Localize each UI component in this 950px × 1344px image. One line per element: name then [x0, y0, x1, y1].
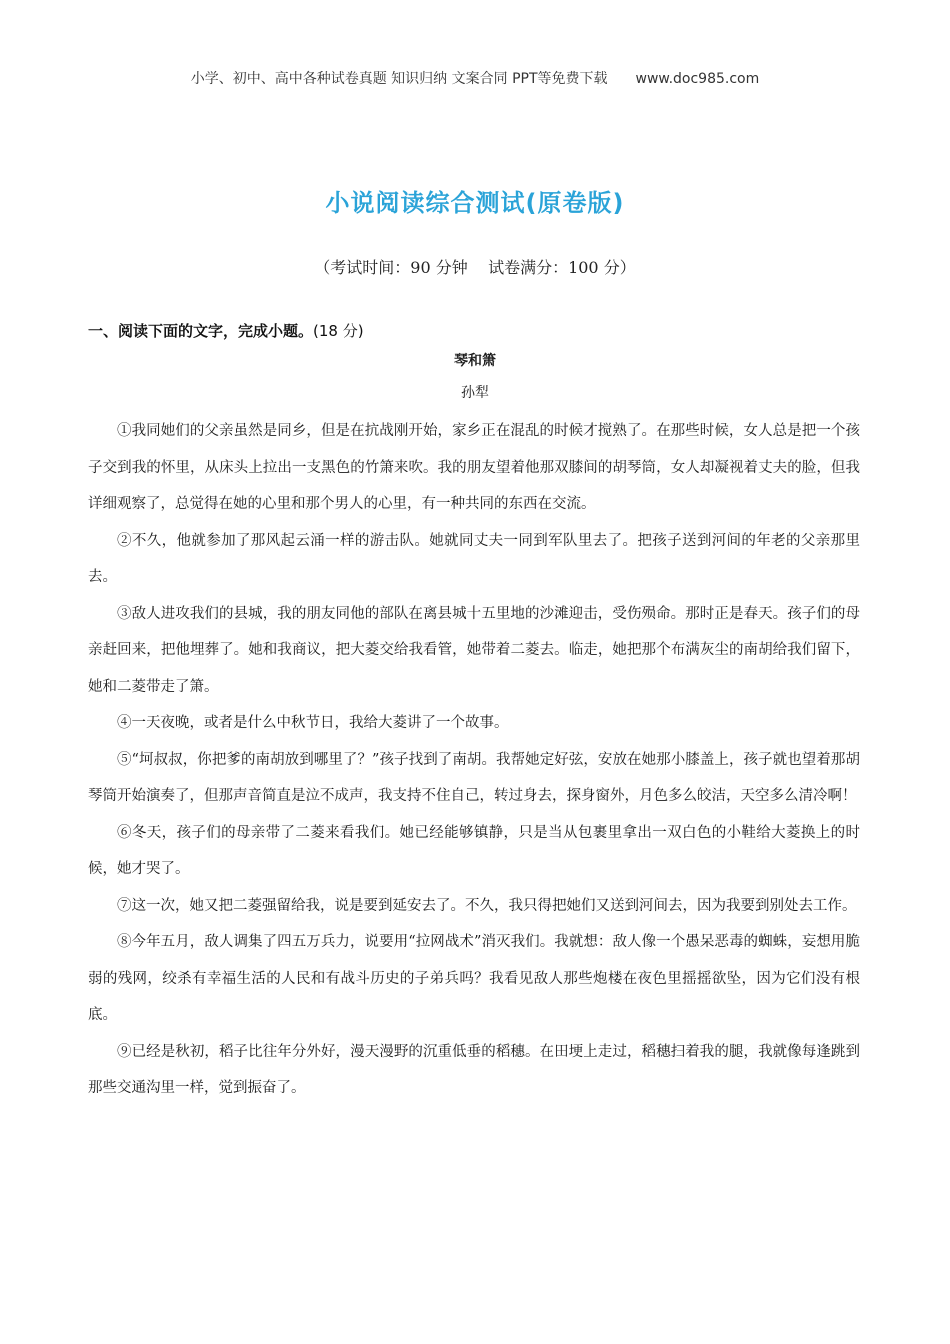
- paragraph: ⑨已经是秋初，稻子比往年分外好，漫天漫野的沉重低垂的稻穗。在田埂上走过，稻穗扫着我的腿，我就像每逢跳到那些交通沟里一样，觉到振奋了。: [88, 1043, 860, 1096]
- paragraph: ②不久，他就参加了那风起云涌一样的游击队。她就同丈夫一同到军队里去了。把孩子送到河间的年老的父亲那里去。: [88, 532, 860, 585]
- section-points: (18 分): [313, 322, 364, 340]
- paragraph: ⑥冬天，孩子们的母亲带了二菱来看我们。她已经能够镇静，只是当从包裹里拿出一双白色的小鞋给大菱换上的时候，她才哭了。: [88, 824, 860, 877]
- page-title: 小说阅读综合测试(原卷版): [325, 189, 625, 217]
- paragraph: ④一天夜晚，或者是什么中秋节日，我给大菱讲了一个故事。: [117, 715, 509, 731]
- paragraph: ⑤“坷叔叔，你把爹的南胡放到哪里了？”孩子找到了南胡。我帮她定好弦，安放在她那小膝盖上，孩子就也望着那胡琴筒开始演奏了，但那声音简直是泣不成声，我支持不住自己，转过身去，探身窗外，月色多么皎洁，天空多么清冷啊！: [88, 751, 860, 804]
- section-heading: [88, 320, 364, 341]
- story-author: 孙犁: [461, 385, 489, 401]
- header-url[interactable]: www.doc985.com: [635, 71, 760, 87]
- exam-info: （考试时间：90 分钟 试卷满分：100 分）: [314, 258, 636, 277]
- page-header: [0, 68, 950, 88]
- story-body: [88, 413, 860, 1107]
- paragraph: ③敌人进攻我们的县城，我的朋友同他的部队在离县城十五里地的沙滩迎击，受伤殒命。那时正是春天。孩子们的母亲赶回来，把他埋葬了。她和我商议，把大菱交给我看管，她带着二菱去。临走，她把那个布满灰尘的南胡给我们留下，她和二菱带走了箫。: [88, 605, 860, 695]
- story-title: 琴和箫: [454, 353, 496, 369]
- header-tagline: 小学、初中、高中各种试卷真题 知识归纳 文案合同 PPT等免费下载: [190, 71, 608, 87]
- paragraph: ⑧今年五月，敌人调集了四五万兵力，说要用“拉网战术”消灭我们。我就想：敌人像一个愚呆恶毒的蜘蛛，妄想用脆弱的残网，绞杀有幸福生活的人民和有战斗历史的子弟兵吗？我看见敌人那些炮楼在夜色里摇摇欲坠，因为它们没有根底。: [88, 934, 860, 1023]
- paragraph: ⑦这一次，她又把二菱强留给我，说是要到延安去了。不久，我只得把她们又送到河间去，因为我要到别处去工作。: [117, 897, 857, 914]
- section-heading-text: 一、阅读下面的文字，完成小题。: [88, 322, 314, 340]
- paragraph: ①我同她们的父亲虽然是同乡，但是在抗战刚开始，家乡正在混乱的时候才搅熟了。在那些时候，女人总是把一个孩子交到我的怀里，从床头上拉出一支黑色的竹箫来吹。我的朋友望着他那双膝间的胡琴筒，女人却凝视着丈夫的脸，但我详细观察了，总觉得在她的心里和那个男人的心里，有一种共同的东西在交流。: [88, 423, 860, 512]
